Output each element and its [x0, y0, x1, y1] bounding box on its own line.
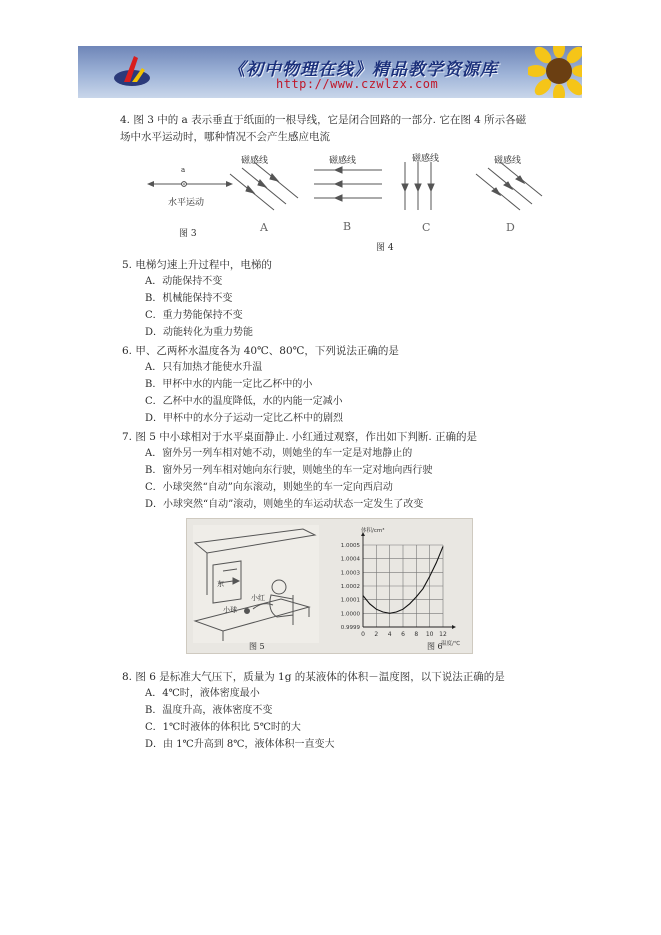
y-tick-label: 1.0002 [340, 584, 360, 590]
q4-stem-line1: 4. 图 3 中的 a 表示垂直于纸面的一根导线，它是闭合回路的一部分. 它在图 4 所示各磁 [120, 114, 527, 126]
q6-stem: 6. 甲、乙两杯水温度各为 40℃、80℃，下列说法正确的是 [122, 345, 399, 357]
panel-d-field-lines [476, 162, 542, 210]
q5-option-a: A．动能保持不变 [145, 276, 223, 287]
q6-option-a: A．只有加热才能使水升温 [145, 362, 263, 373]
sunflower-icon [528, 46, 582, 98]
banner-url[interactable]: http://www.czwlzx.com [276, 77, 439, 91]
y-tick-label: 1.0001 [340, 597, 360, 604]
header-banner [78, 46, 582, 98]
fig4-a-title: 磁感线 [241, 156, 269, 166]
x-tick-label: 10 [425, 631, 434, 638]
y-axis-label: 体积/cm³ [361, 528, 385, 534]
q6-option-d: D．甲杯中的水分子运动一定比乙杯中的剧烈 [145, 413, 344, 424]
y-tick-label: 1.0003 [340, 570, 360, 577]
y-tick-label: 1.0005 [340, 543, 360, 549]
figure-5-train-sketch [193, 525, 319, 643]
y-tick-label: 1.0004 [340, 556, 360, 563]
x-tick-label: 12 [439, 631, 447, 638]
y-tick-label: 0.9999 [340, 625, 360, 631]
x-tick-label: 6 [401, 631, 405, 638]
x-tick-label: 0 [361, 631, 365, 638]
q8-option-a: A．4℃时，液体密度最小 [145, 688, 260, 699]
fig5-east-label: 东 [217, 580, 224, 588]
q8-stem: 8. 图 6 是标准大气压下，质量为 1g 的某液体的体积－温度图，以下说法正确的是 [122, 671, 505, 683]
fig4-b-title: 磁感线 [329, 156, 357, 166]
q7-option-d: D．小球突然“自动”滚动，则她坐的车运动状态一定发生了改变 [145, 499, 424, 510]
q5-option-c: C．重力势能保持不变 [145, 310, 243, 321]
q6-option-c: C．乙杯中水的温度降低，水的内能一定减小 [145, 396, 343, 407]
figure-4-diagram [224, 160, 544, 220]
fig3-caption: 图 3 [179, 229, 197, 239]
figure-3-diagram [144, 164, 234, 194]
x-axis-label: 温度/℃ [441, 641, 461, 647]
q6-option-b: B．甲杯中水的内能一定比乙杯中的小 [145, 379, 313, 390]
panel-c-field-lines [402, 162, 434, 210]
fig3-wire-label: a [181, 166, 186, 174]
q4-stem-line2: 场中水平运动时，哪种情况不会产生感应电流 [120, 131, 330, 143]
fig4-panel-c-label: C [422, 221, 431, 234]
q7-option-a: A．窗外另一列车相对她不动，则她坐的车一定是对地静止的 [145, 448, 413, 459]
q8-option-d: D．由 1℃升高到 8℃，液体体积一直变大 [145, 739, 335, 750]
fig5-ball-label: 小球 [223, 606, 237, 614]
q7-option-b: B．窗外另一列车相对她向东行驶，则她坐的车一定对地向西行驶 [145, 465, 433, 476]
fig4-panel-b-label: B [343, 220, 352, 233]
fig4-panel-d-label: D [506, 221, 515, 234]
banner-title: 《初中物理在线》精品教学资源库 [228, 60, 498, 80]
q8-option-b: B．温度升高，液体密度不变 [145, 705, 273, 716]
fig4-d-title: 磁感线 [494, 156, 522, 166]
q5-option-b: B．机械能保持不变 [145, 293, 233, 304]
fig5-caption: 图 5 [249, 642, 265, 651]
q7-option-c: C．小球突然“自动”向东滚动，则她坐的车一定向西启动 [145, 482, 393, 493]
q5-option-d: D．动能转化为重力势能 [145, 327, 254, 338]
q7-stem: 7. 图 5 中小球相对于水平桌面静止. 小红通过观察，作出如下判断. 正确的是 [122, 431, 478, 443]
x-tick-label: 2 [374, 631, 379, 638]
figure-6-chart [325, 523, 469, 651]
figures-5-6-box [186, 518, 473, 654]
y-tick-label: 1.0000 [340, 611, 360, 618]
q5-stem: 5. 电梯匀速上升过程中，电梯的 [122, 259, 272, 271]
q8-option-c: C．1℃时液体的体积比 5℃时的大 [145, 722, 301, 733]
fig4-caption: 图 4 [376, 243, 394, 253]
x-tick-label: 8 [414, 631, 419, 638]
fig4-c-title: 磁感线 [412, 154, 440, 164]
panel-a-field-lines [230, 162, 298, 210]
site-logo-icon [112, 52, 152, 92]
fig4-panel-a-label: A [260, 221, 268, 234]
fig6-caption: 图 6 [427, 642, 443, 651]
x-tick-label: 4 [387, 631, 392, 638]
fig3-motion-label: 水平运动 [168, 198, 205, 208]
panel-b-field-lines [314, 167, 382, 201]
x-axis-arrow [452, 625, 456, 629]
fig5-girl-label: 小红 [251, 594, 265, 602]
